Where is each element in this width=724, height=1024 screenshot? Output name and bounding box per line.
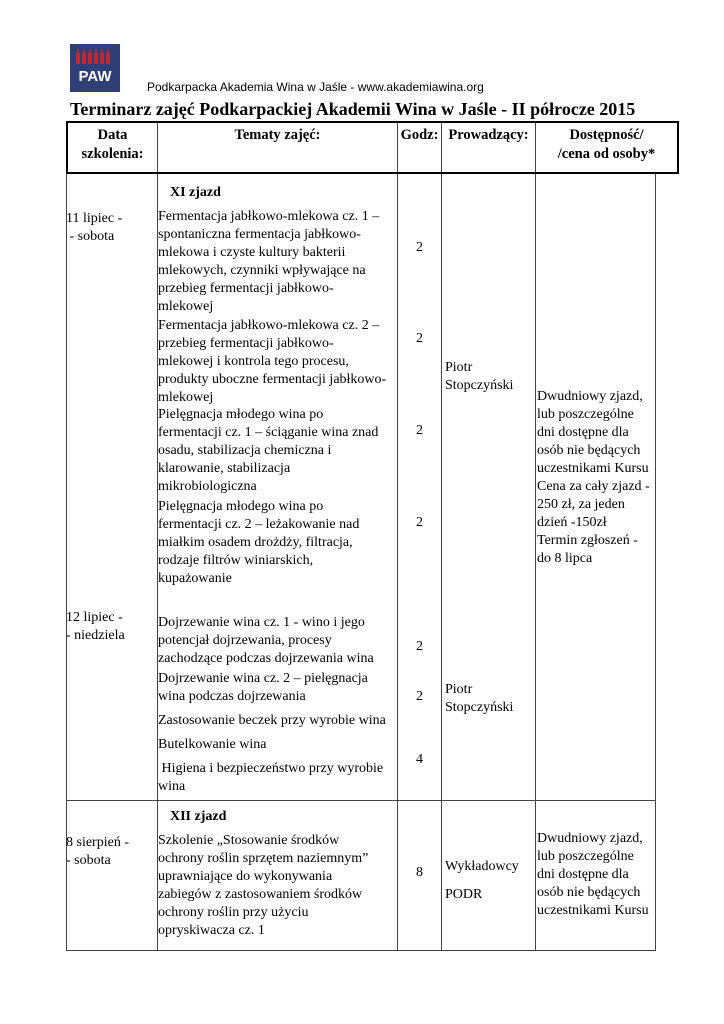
topic-item: Fermentacja jabłkowo-mlekowa cz. 1 – spontaniczna fermentacja jabłkowo- mlekowa i czyste kultury bakterii mlekowych, czynniki wpływające na przebieg fermentacji jabłkowo- mlekowej [158,209,380,314]
lecturer-name: Wykładowcy PODR [445,859,519,902]
topic-item: Dojrzewanie wina cz. 2 – pielęgnacja wina podczas dojrzewania [158,671,368,704]
hours-value: 4 [416,752,423,767]
session-date: 12 lipiec - - niedziela [66,610,125,643]
session-title: XI zjazd [170,185,221,200]
hours-value: 2 [416,423,423,438]
hours-value: 8 [416,865,423,880]
lecturer-name: Piotr Stopczyński [445,682,514,715]
wine-bottles-icon [75,48,115,64]
header-lecturer: Prowadzący: [448,127,529,143]
hours-value: 2 [416,689,423,704]
session-date: 11 lipiec - - sobota [66,211,123,244]
header-topics: Tematy zajęć: [234,127,321,143]
topic-item: Pielęgnacja młodego wina po fermentacji cz. 1 – ściąganie wina znad osadu, stabilizacja chemiczna i klarowanie, stabilizacja mikrobiologiczna [158,407,379,494]
hours-value: 2 [416,639,423,654]
topic-item: Higiena i bezpieczeństwo przy wyrobie wina [158,761,384,794]
header-availability: Dostępność/ /cena od osoby* [557,127,656,162]
logo-text: PAW [78,68,112,85]
topic-item: Fermentacja jabłkowo-mlekowa cz. 2 – przebieg fermentacji jabłkowo- mlekowej i kontrola tego procesu, produkty uboczne fermentacji jabłkowo- mlekowej [158,318,387,405]
topic-item: Zastosowanie beczek przy wyrobie wina [158,713,386,728]
topic-item: Szkolenie „Stosowanie środków ochrony roślin sprzętem naziemnym” uprawniające do wykonywania zabiegów z zastosowaniem środków ochrony roślin przy użyciu opryskiwacza cz. 1 [158,833,369,938]
topic-item: Butelkowanie wina [158,737,267,752]
hours-value: 2 [416,240,423,255]
header-hours: Godz: [400,127,439,143]
page-title: Terminarz zajęć Podkarpackiej Akademii Wina w Jaśle - II półrocze 2015 [70,99,636,119]
hours-value: 2 [416,331,423,346]
header-date: Data szkolenia: [81,127,144,162]
availability-info: Dwudniowy zjazd, lub poszczególne dni dostępne dla osób nie będących uczestnikami Kursu [537,831,649,918]
topic-item: Dojrzewanie wina cz. 1 - wino i jego potencjał dojrzewania, procesy zachodzące podczas dojrzewania wina [158,615,374,666]
topic-item: Pielęgnacja młodego wina po fermentacji cz. 2 – leżakowanie nad miałkim osadem drożdży, filtracja, rodzaje filtrów winiarskich, kupażowanie [158,499,360,586]
lecturer-name: Piotr Stopczyński [445,360,514,393]
header-url-line: Podkarpacka Akademia Wina w Jaśle - www.akademiawina.org [147,80,484,94]
session-title: XII zjazd [170,809,227,824]
session-date: 8 sierpień - - sobota [66,835,129,868]
hours-value: 2 [416,515,423,530]
availability-info: Dwudniowy zjazd, lub poszczególne dni dostępne dla osób nie będących uczestnikami Kursu Cena za cały zjazd - 250 zł, za jeden dzień -150zł Termin zgłoszeń - do 8 lipca [537,389,650,566]
paw-logo [70,44,120,92]
